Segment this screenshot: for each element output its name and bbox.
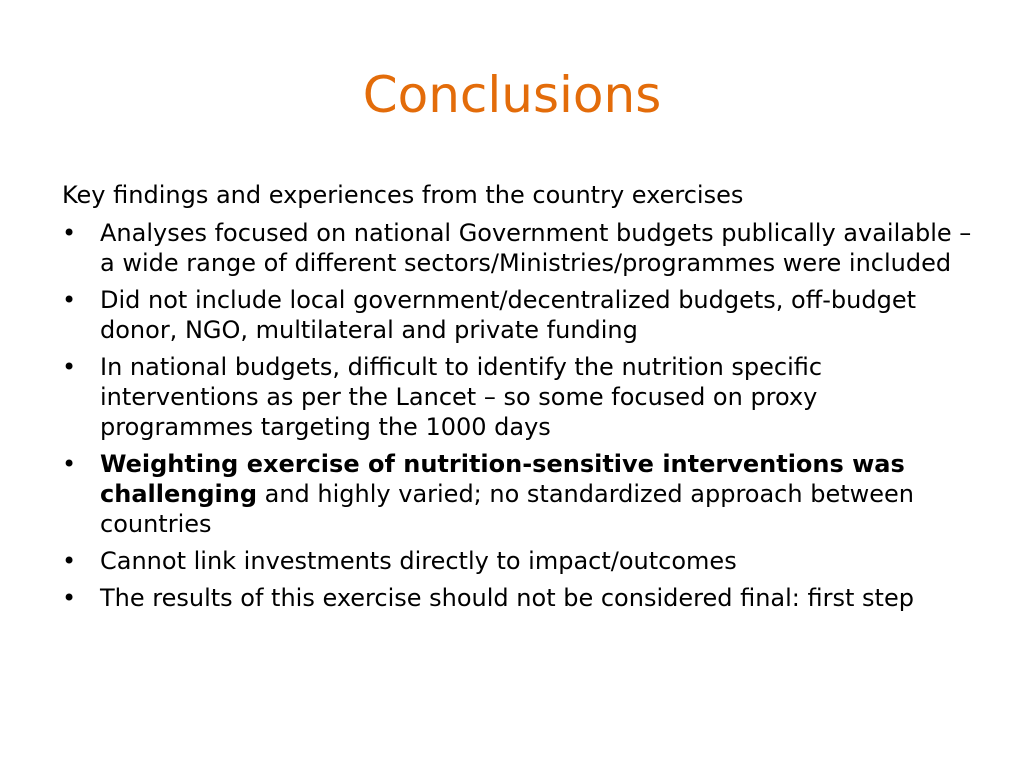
bullet-item-1: [62, 218, 972, 278]
bullet-text: Cannot link investments directly to impact/outcomes: [100, 547, 737, 575]
bullet-list: [62, 218, 972, 613]
bullet-item-4: [62, 449, 972, 539]
bullet-icon: •: [62, 219, 77, 247]
bullet-text: Analyses focused on national Government budgets publically available – a wide range of different sectors/Ministries/programmes were included: [100, 219, 972, 277]
slide-content: [62, 180, 972, 620]
bullet-item-3: [62, 352, 972, 442]
bullet-bold-text: Weighting exercise of nutrition-sensitive interventions was challenging: [100, 450, 905, 508]
bullet-item-5: [62, 546, 972, 576]
bullet-icon: •: [62, 450, 77, 478]
bullet-text: Did not include local government/decentralized budgets, off-budget donor, NGO, multilateral and private funding: [100, 286, 917, 344]
bullet-icon: •: [62, 584, 77, 612]
bullet-item-2: [62, 285, 972, 345]
bullet-icon: •: [62, 353, 77, 381]
bullet-text: The results of this exercise should not be considered final: first step: [100, 584, 914, 612]
bullet-item-6: [62, 583, 972, 613]
bullet-icon: •: [62, 547, 77, 575]
bullet-text: and highly varied; no standardized approach between countries: [100, 480, 914, 538]
bullet-icon: •: [62, 286, 77, 314]
slide-title: Conclusions: [362, 66, 662, 124]
intro-text: Key findings and experiences from the country exercises: [62, 181, 744, 209]
bullet-text: In national budgets, difficult to identify the nutrition specific interventions as per the Lancet – so some focused on proxy programmes targeting the 1000 days: [100, 353, 823, 441]
